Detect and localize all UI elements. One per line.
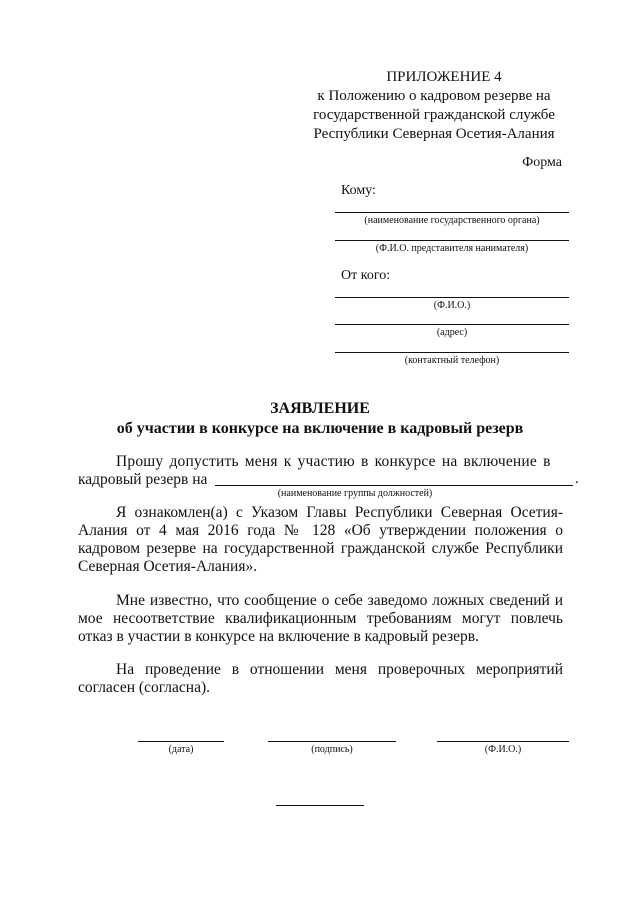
liability-paragraph: Мне известно, что сообщение о себе заведомо ложных сведений и мое несоответствие квалификационным требованиям могут повлечь отказ в участии в конкурсе на включение в кадровый резерв.	[78, 592, 563, 645]
appendix-header	[300, 68, 568, 144]
from-name-line[interactable]	[335, 297, 569, 298]
from-address-line[interactable]	[335, 324, 569, 325]
to-org-line[interactable]	[335, 212, 569, 213]
document-subtitle: об участии в конкурсе на включение в кадровый резерв	[116, 420, 524, 437]
date-line[interactable]	[138, 741, 224, 742]
request-period: .	[575, 471, 579, 487]
appendix-line-2: к Положению о кадровом резерве на	[317, 88, 551, 104]
from-phone-line[interactable]	[335, 352, 569, 353]
document-title: ЗАЯВЛЕНИЕ	[270, 400, 370, 417]
position-group-caption: (наименование группы должностей)	[277, 488, 433, 499]
appendix-line-4: Республики Северная Осетия-Алания	[313, 126, 555, 142]
date-caption: (дата)	[168, 744, 194, 755]
signature-line[interactable]	[268, 741, 396, 742]
to-org-caption: (наименование государственного органа)	[364, 215, 540, 226]
appendix-line-3: государственной гражданской службе	[313, 107, 555, 123]
from-label: От кого:	[341, 268, 391, 283]
appendix-number: ПРИЛОЖЕНИЕ 4	[386, 69, 502, 85]
form-label: Форма	[522, 155, 562, 170]
request-line-2: кадровый резерв на	[78, 471, 208, 488]
to-person-caption: (Ф.И.О. представителя нанимателя)	[375, 243, 529, 254]
bottom-line	[276, 805, 364, 806]
from-phone-caption: (контактный телефон)	[404, 355, 500, 366]
consent-paragraph: На проведение в отношении меня проверочных мероприятий согласен (согласна).	[78, 661, 563, 696]
to-person-line[interactable]	[335, 240, 569, 241]
request-line-1: Прошу допустить меня к участию в конкурсе на включение в	[116, 453, 551, 470]
acknowledgement-paragraph: Я ознакомлен(а) с Указом Главы Республики Северная Осетия-Алания от 4 мая 2016 года № 128 «Об утверждении положения о кадровом резерве на государственной гражданской службе Республики Северная Осетия-Алания».	[78, 504, 563, 575]
name-line[interactable]	[437, 741, 569, 742]
from-name-caption: (Ф.И.О.)	[433, 300, 471, 311]
position-group-line[interactable]	[215, 485, 573, 486]
name-caption: (Ф.И.О.)	[484, 744, 522, 755]
to-label: Кому:	[341, 183, 376, 198]
signature-caption: (подпись)	[311, 744, 353, 755]
from-address-caption: (адрес)	[436, 327, 468, 338]
